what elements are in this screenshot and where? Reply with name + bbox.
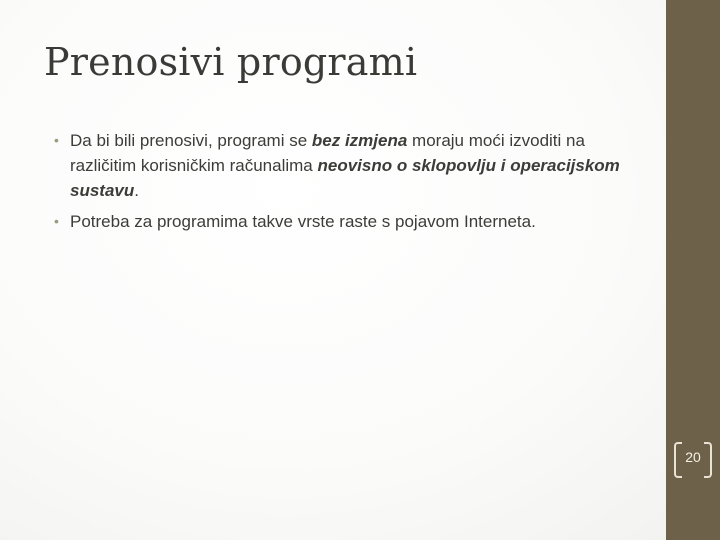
bullet-marker: • bbox=[54, 132, 59, 148]
right-bracket-icon bbox=[704, 442, 712, 478]
bullet-list bbox=[54, 128, 644, 240]
emphasis-text: neovisno o sklopovlju i operacijskom sustavu bbox=[70, 156, 620, 200]
text-run: Da bi bili prenosivi, programi se bbox=[70, 131, 312, 150]
page-number: 20 bbox=[685, 449, 701, 465]
text-run: Potreba za programima takve vrste raste s pojavom Interneta. bbox=[70, 212, 536, 231]
bullet-text bbox=[70, 212, 536, 231]
bullet-text bbox=[70, 131, 620, 200]
slide-title: Prenosivi programi bbox=[44, 40, 418, 84]
bullet-item bbox=[54, 209, 644, 234]
page-number-badge bbox=[672, 440, 714, 478]
text-run: . bbox=[134, 181, 139, 200]
text-run: moraju moći izvoditi na različitim korisničkim računalima bbox=[70, 131, 585, 175]
emphasis-text: bez izmjena bbox=[311, 131, 408, 150]
bullet-item bbox=[54, 128, 644, 203]
bullet-marker: • bbox=[54, 213, 59, 229]
